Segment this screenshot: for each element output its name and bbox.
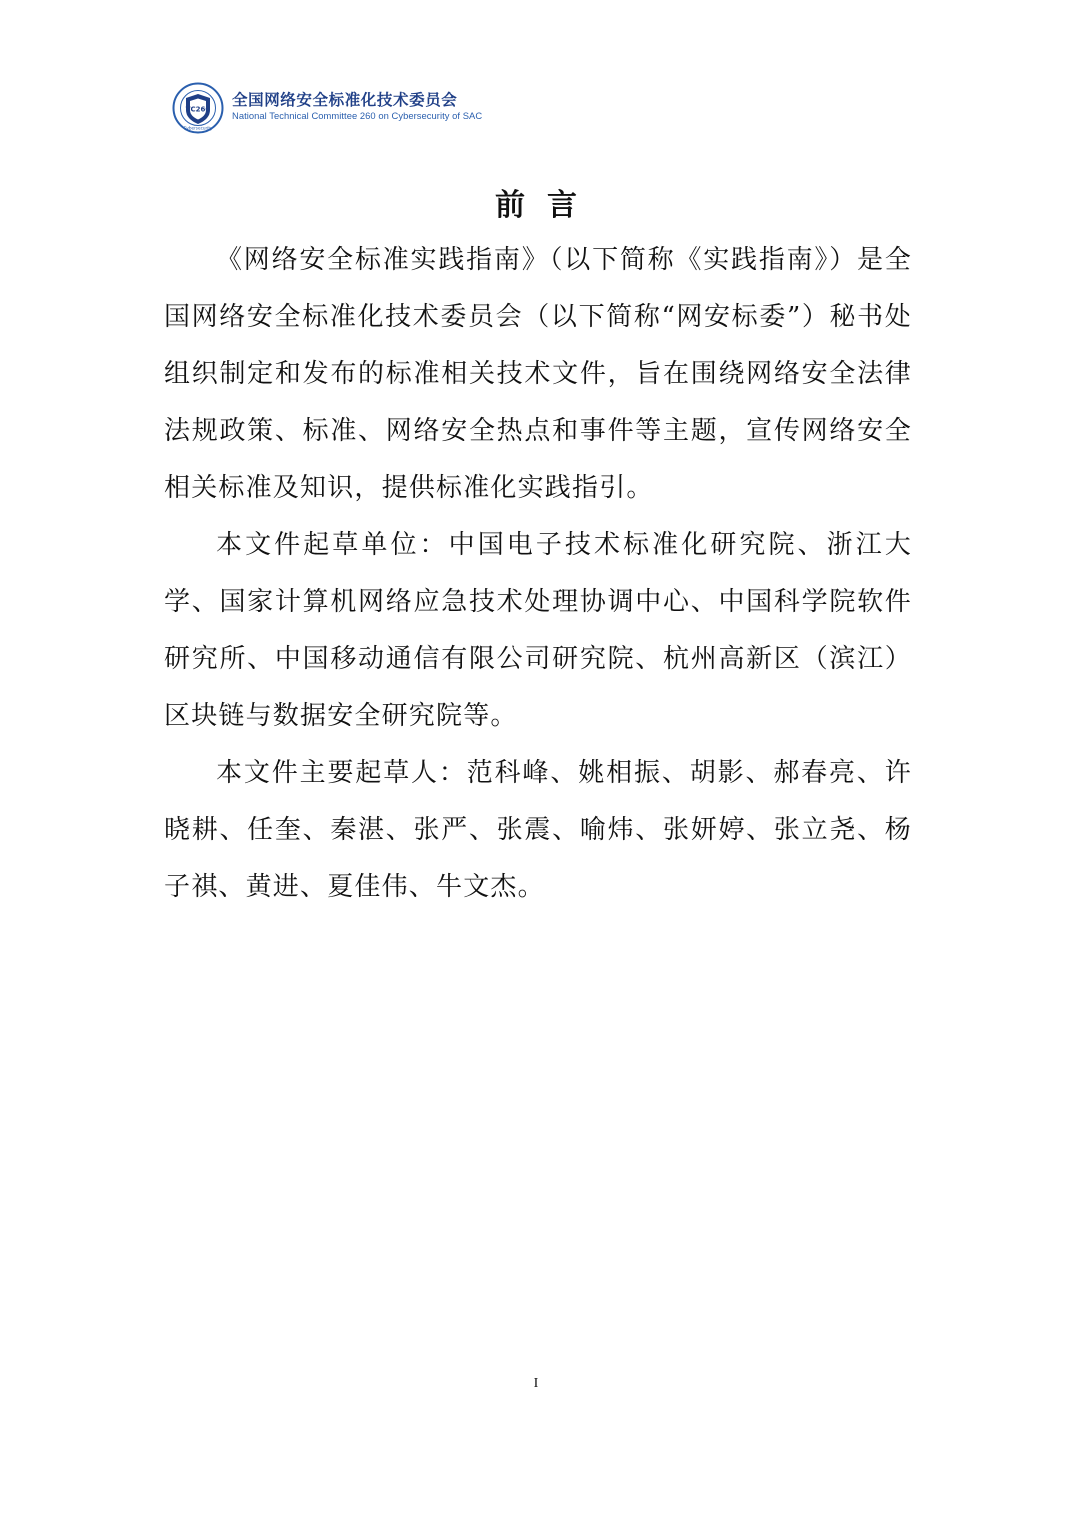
org-name-en: National Technical Committee 260 on Cybersecurity of SAC <box>232 110 483 121</box>
intro-paragraph: 《网络安全标准实践指南》（以下简称《实践指南》）是全国网络安全标准化技术委员会（以下简称“网安标委”）秘书处组织制定和发布的标准相关技术文件，旨在围绕网络安全法律法规政策、标准、网络安全热点和事件等主题，宣传网络安全相关标准及知识，提供标准化实践指引。 <box>164 245 912 503</box>
drafters-paragraph: 本文件主要起草人：范科峰、姚相振、胡影、郝春亮、许晓耕、任奎、秦湛、张严、张震、喻炜、张妍婷、张立尧、杨子祺、黄进、夏佳伟、牛文杰。 <box>164 758 912 902</box>
page-title: 前言 <box>495 188 599 223</box>
org-name-cn: 全国网络安全标准化技术委员会 <box>232 91 458 109</box>
drafting-units-paragraph: 本文件起草单位：中国电子技术标准化研究院、浙江大学、国家计算机网络应急技术处理协调中心、中国科学院软件研究所、中国移动通信有限公司研究院、杭州高新区（滨江）区块链与数据安全研究院等。 <box>164 530 912 731</box>
document-body <box>164 232 912 916</box>
page-header <box>172 82 492 132</box>
tc260-logo-icon <box>172 82 224 134</box>
page-number: I <box>533 1376 539 1391</box>
logo-ring-text: Cybersecurity <box>183 125 213 131</box>
logo-text: TC260 <box>185 105 211 114</box>
